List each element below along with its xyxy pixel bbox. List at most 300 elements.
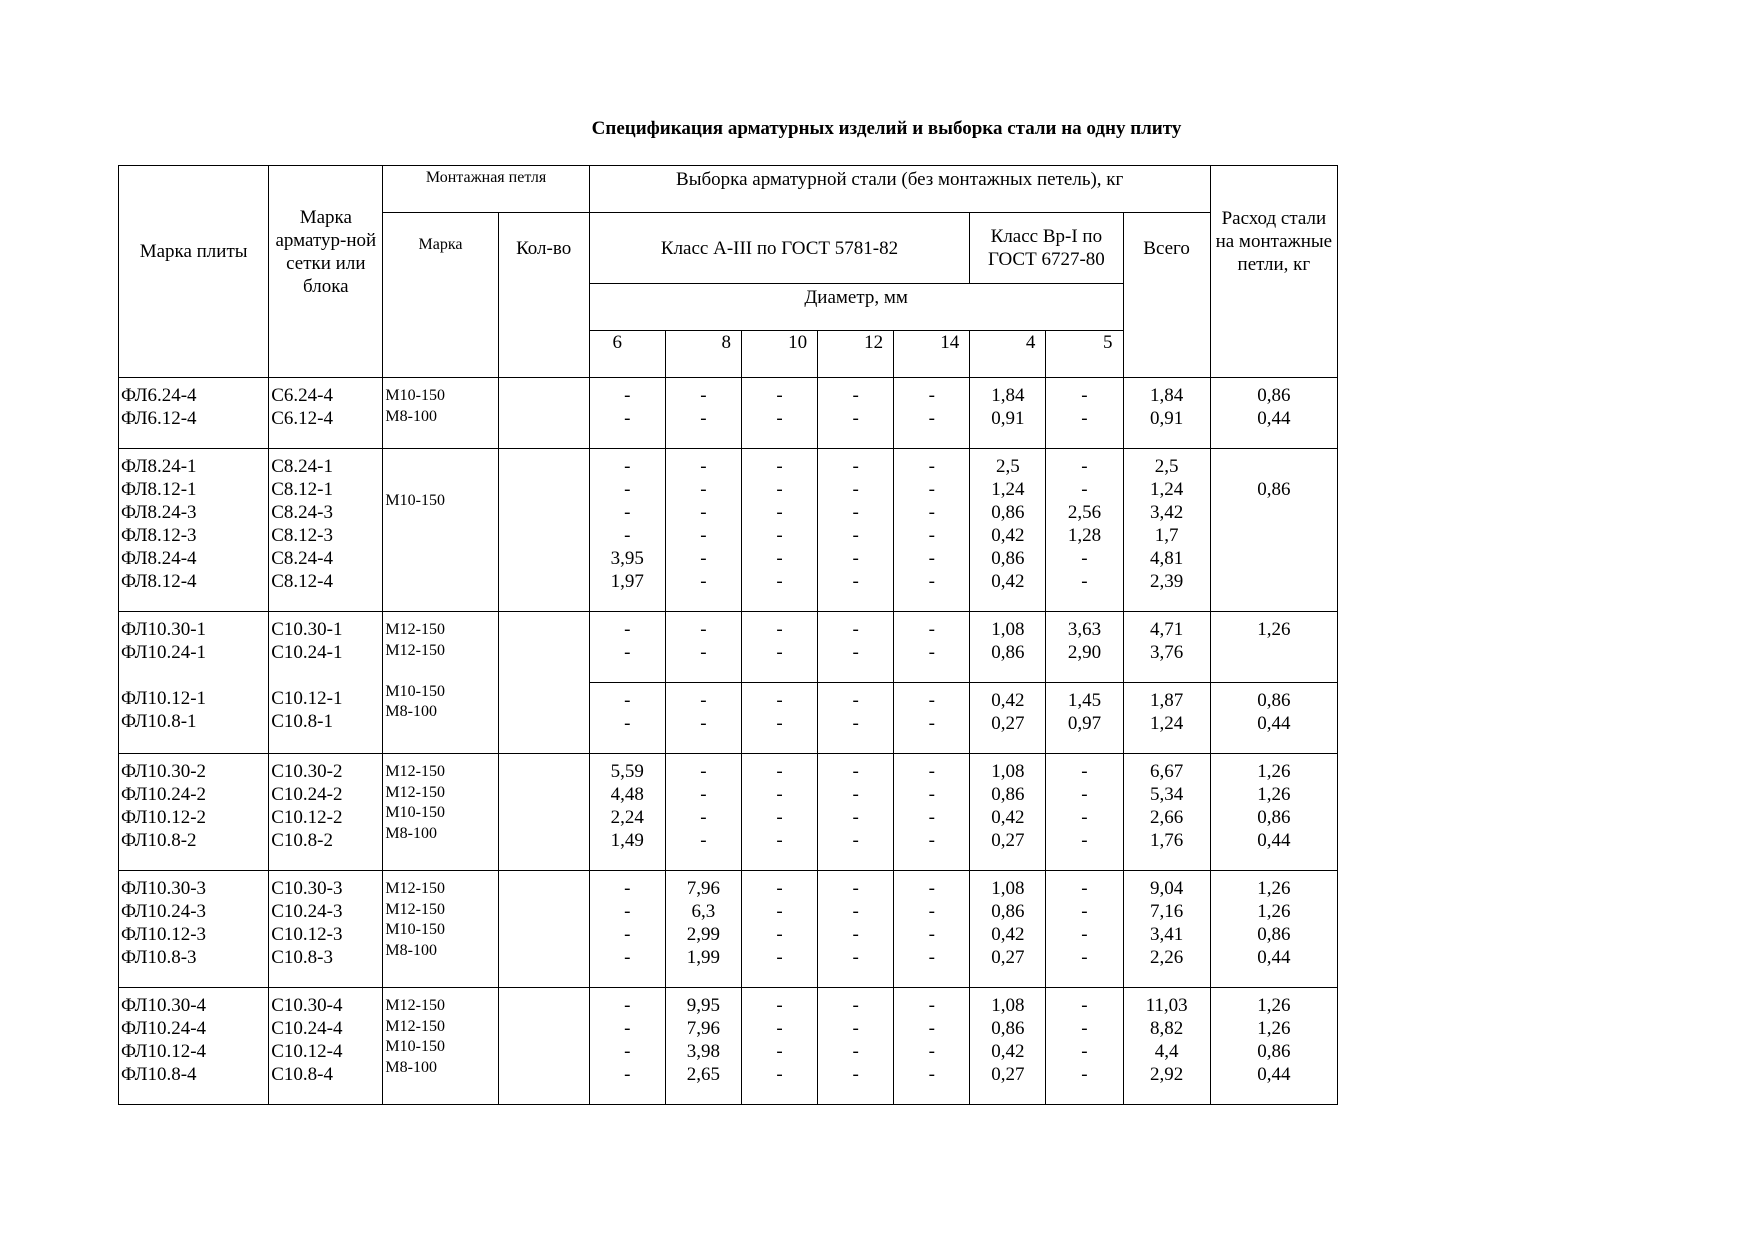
- cell-line: -: [928, 830, 935, 851]
- cell-line: ФЛ8.12-1: [121, 479, 197, 500]
- cell-line: 1,26: [1257, 878, 1291, 899]
- cell-line: ФЛ10.8-3: [121, 947, 197, 968]
- cell-line: -: [1081, 456, 1088, 477]
- cell-line: 9,95: [686, 995, 721, 1016]
- cell-line: С8.24-3: [271, 502, 333, 523]
- cell-line: 1,26: [1257, 995, 1291, 1016]
- cell-line: -: [852, 784, 859, 805]
- cell-line: 0,44: [1257, 1064, 1291, 1085]
- cell-line: -: [928, 901, 935, 922]
- cell-line: ФЛ8.24-4: [121, 548, 197, 569]
- cell-line: 2,92: [1149, 1064, 1184, 1085]
- cell-line: -: [624, 713, 631, 734]
- header-diameter: Диаметр, мм: [589, 284, 1123, 331]
- cell-line: -: [1081, 385, 1088, 406]
- cell-d4: [970, 988, 1046, 1105]
- cell-line: [271, 664, 380, 687]
- cell-line: С10.8-2: [271, 830, 333, 851]
- cell-line: -: [1081, 878, 1088, 899]
- header-loop-group: Монтажная петля: [383, 166, 589, 213]
- cell-line: -: [852, 713, 859, 734]
- cell-line: -: [776, 571, 783, 592]
- cell-line: -: [852, 525, 859, 546]
- cell-line: ФЛ10.12-4: [121, 1041, 207, 1062]
- cell-line: ФЛ10.24-3: [121, 901, 207, 922]
- cell-d8: [665, 612, 741, 683]
- cell-line: 0,86: [991, 1018, 1025, 1039]
- cell-line: 0,42: [991, 924, 1025, 945]
- cell-d14: [894, 683, 970, 754]
- cell-line: 1,99: [686, 947, 721, 968]
- cell-loop_steel: [1210, 378, 1337, 449]
- cell-line: М10-150: [385, 804, 445, 821]
- cell-qty: [498, 988, 589, 1105]
- cell-line: 0,86: [991, 901, 1025, 922]
- cell-line: -: [852, 947, 859, 968]
- cell-d12: [818, 449, 894, 612]
- cell-line: -: [700, 713, 707, 734]
- cell-total: [1123, 378, 1210, 449]
- cell-meshes: [269, 378, 383, 449]
- cell-meshes: [269, 988, 383, 1105]
- header-loop-steel: Расход стали на монтажные петли, кг: [1210, 166, 1337, 378]
- cell-line: С10.24-3: [271, 901, 343, 922]
- cell-line: ФЛ8.24-3: [121, 502, 197, 523]
- cell-line: -: [852, 761, 859, 782]
- cell-line: -: [928, 385, 935, 406]
- cell-qty: [498, 871, 589, 988]
- cell-line: 0,42: [991, 525, 1025, 546]
- cell-line: 1,84: [991, 385, 1025, 406]
- cell-line: -: [624, 642, 631, 663]
- cell-d5: [1046, 988, 1123, 1105]
- cell-d5: [1046, 449, 1123, 612]
- cell-line: 1,26: [1257, 1018, 1291, 1039]
- cell-line: -: [1081, 1018, 1088, 1039]
- cell-line: 2,56: [1067, 502, 1102, 523]
- cell-line: -: [700, 479, 707, 500]
- cell-line: -: [1081, 830, 1088, 851]
- cell-line: ФЛ8.24-1: [121, 456, 197, 477]
- cell-d14: [894, 988, 970, 1105]
- cell-meshes: [269, 612, 383, 754]
- cell-d5: [1046, 612, 1123, 683]
- cell-line: ФЛ10.12-1: [121, 688, 207, 709]
- cell-line: 0,86: [1257, 479, 1291, 500]
- cell-line: -: [1081, 1064, 1088, 1085]
- cell-line: М12-150: [385, 900, 445, 918]
- cell-d6: [589, 683, 665, 754]
- cell-total: [1123, 754, 1210, 871]
- cell-line: М12-150: [385, 621, 445, 638]
- cell-line: ФЛ10.24-4: [121, 1018, 207, 1039]
- cell-line: ФЛ10.30-4: [121, 995, 207, 1016]
- cell-line: 0,97: [1067, 713, 1102, 734]
- cell-line: М8-100: [385, 941, 437, 959]
- cell-line: -: [776, 878, 783, 899]
- cell-line: -: [624, 456, 631, 477]
- header-diameter-3: 12: [818, 331, 894, 378]
- cell-d5: [1046, 871, 1123, 988]
- cell-line: -: [852, 619, 859, 640]
- header-loop-qty: Кол-во: [498, 213, 589, 378]
- cell-line: 1,7: [1154, 525, 1179, 546]
- cell-d8: [665, 449, 741, 612]
- cell-line: С8.12-3: [271, 525, 333, 546]
- cell-line: -: [776, 690, 783, 711]
- cell-line: -: [700, 548, 707, 569]
- cell-line: -: [928, 1064, 935, 1085]
- cell-d4: [970, 449, 1046, 612]
- cell-d10: [741, 988, 817, 1105]
- cell-line: 0,86: [991, 548, 1025, 569]
- cell-line: 0,27: [991, 1064, 1025, 1085]
- cell-line: -: [624, 1064, 631, 1085]
- cell-line: 2,66: [1149, 807, 1184, 828]
- cell-line: 1,76: [1149, 830, 1184, 851]
- cell-line: 5,34: [1149, 784, 1184, 805]
- cell-line: -: [700, 571, 707, 592]
- header-steel-group: Выборка арматурной стали (без монтажных петель), кг: [589, 166, 1210, 213]
- cell-line: 1,84: [1149, 385, 1184, 406]
- cell-line: С10.8-4: [271, 1064, 333, 1085]
- cell-line: -: [776, 807, 783, 828]
- cell-line: 0,27: [991, 830, 1025, 851]
- cell-d6: [589, 988, 665, 1105]
- cell-line: -: [700, 642, 707, 663]
- cell-d8: [665, 683, 741, 754]
- cell-d10: [741, 449, 817, 612]
- cell-d5: [1046, 754, 1123, 871]
- cell-line: -: [852, 642, 859, 663]
- cell-line: 3,41: [1149, 924, 1184, 945]
- cell-line: -: [852, 924, 859, 945]
- cell-line: 0,86: [1257, 690, 1291, 711]
- cell-line: С6.24-4: [271, 385, 333, 406]
- cell-line: -: [776, 1041, 783, 1062]
- cell-total: [1123, 683, 1210, 754]
- cell-line: -: [700, 784, 707, 805]
- cell-line: -: [624, 901, 631, 922]
- cell-line: 6,67: [1149, 761, 1184, 782]
- header-class-a3: Класс А-III по ГОСТ 5781-82: [589, 213, 970, 284]
- table-row: [119, 378, 1338, 449]
- cell-line: ФЛ10.30-1: [121, 619, 207, 640]
- cell-d8: [665, 378, 741, 449]
- cell-line: 7,96: [686, 878, 721, 899]
- cell-line: 1,26: [1257, 619, 1291, 640]
- cell-line: 1,28: [1067, 525, 1102, 546]
- cell-line: -: [700, 525, 707, 546]
- cell-d12: [818, 378, 894, 449]
- cell-line: -: [700, 619, 707, 640]
- cell-line: ФЛ10.30-2: [121, 761, 207, 782]
- cell-line: -: [624, 1018, 631, 1039]
- cell-d5: [1046, 378, 1123, 449]
- cell-line: 8,82: [1149, 1018, 1184, 1039]
- cell-line: 0,86: [1257, 924, 1291, 945]
- cell-line: 3,76: [1149, 642, 1184, 663]
- cell-line: -: [852, 479, 859, 500]
- header-diameter-4: 14: [894, 331, 970, 378]
- cell-line: -: [928, 479, 935, 500]
- cell-line: -: [852, 456, 859, 477]
- cell-line: -: [776, 761, 783, 782]
- cell-line: -: [1081, 995, 1088, 1016]
- cell-line: С10.30-1: [271, 619, 343, 640]
- cell-line: 6,3: [691, 901, 716, 922]
- cell-meshes: [269, 754, 383, 871]
- cell-line: 0,86: [1257, 807, 1291, 828]
- cell-d6: [589, 449, 665, 612]
- cell-d12: [818, 754, 894, 871]
- cell-line: -: [1081, 901, 1088, 922]
- cell-line: -: [700, 761, 707, 782]
- cell-line: -: [928, 947, 935, 968]
- cell-line: -: [928, 525, 935, 546]
- cell-line: 4,71: [1149, 619, 1184, 640]
- cell-line: -: [1081, 479, 1088, 500]
- cell-line: 0,44: [1257, 713, 1291, 734]
- cell-line: М12-150: [385, 1017, 445, 1035]
- cell-line: С8.12-1: [271, 479, 333, 500]
- cell-loops: [383, 612, 498, 754]
- cell-line: ФЛ10.8-4: [121, 1064, 197, 1085]
- cell-line: -: [776, 995, 783, 1016]
- page-title: [0, 118, 1755, 140]
- cell-line: -: [700, 830, 707, 851]
- cell-total: [1123, 449, 1210, 612]
- cell-line: -: [776, 924, 783, 945]
- cell-line: -: [852, 1064, 859, 1085]
- cell-d10: [741, 612, 817, 683]
- table-row: [119, 449, 1338, 612]
- cell-line: 2,26: [1149, 947, 1184, 968]
- table-row: [119, 612, 1338, 683]
- cell-line: -: [700, 807, 707, 828]
- cell-line: -: [624, 619, 631, 640]
- cell-total: [1123, 988, 1210, 1105]
- cell-line: С10.30-4: [271, 995, 343, 1016]
- cell-line: С10.12-1: [271, 688, 343, 709]
- cell-line: -: [1081, 1041, 1088, 1062]
- cell-line: -: [1081, 571, 1088, 592]
- cell-line: М10-150: [385, 1038, 445, 1055]
- cell-d6: [589, 871, 665, 988]
- cell-line: -: [852, 1041, 859, 1062]
- cell-loop_steel: [1210, 988, 1337, 1105]
- cell-line: -: [624, 995, 631, 1016]
- cell-line: -: [624, 947, 631, 968]
- cell-line: 0,27: [991, 947, 1025, 968]
- cell-loops: [383, 449, 498, 612]
- cell-line: М10-150: [385, 921, 445, 938]
- cell-d12: [818, 871, 894, 988]
- cell-line: 1,08: [991, 995, 1025, 1016]
- table-row: [119, 988, 1338, 1105]
- cell-line: -: [928, 642, 935, 663]
- header-diameter-5: 4: [970, 331, 1046, 378]
- cell-plates: [119, 871, 269, 988]
- cell-line: -: [928, 878, 935, 899]
- cell-qty: [498, 449, 589, 612]
- cell-line: 0,42: [991, 1041, 1025, 1062]
- cell-line: -: [700, 502, 707, 523]
- cell-d12: [818, 612, 894, 683]
- cell-line: -: [852, 901, 859, 922]
- cell-d4: [970, 378, 1046, 449]
- cell-loop_steel: [1210, 683, 1337, 754]
- cell-d12: [818, 683, 894, 754]
- table-body: [119, 378, 1338, 1105]
- cell-line: -: [852, 408, 859, 429]
- cell-line: -: [624, 502, 631, 523]
- cell-line: 7,96: [686, 1018, 721, 1039]
- cell-line: ФЛ10.12-2: [121, 807, 207, 828]
- cell-line: -: [624, 408, 631, 429]
- cell-line: -: [776, 548, 783, 569]
- cell-line: 1,08: [991, 619, 1025, 640]
- cell-line: 11,03: [1145, 995, 1188, 1016]
- cell-line: С10.30-3: [271, 878, 343, 899]
- cell-loop_steel: [1210, 449, 1337, 612]
- title-text: Спецификация арматурных изделий и выборка стали на одну плиту: [591, 118, 1182, 139]
- cell-line: С10.12-2: [271, 807, 343, 828]
- cell-line: 2,24: [610, 807, 644, 828]
- cell-line: -: [928, 456, 935, 477]
- cell-d6: [589, 612, 665, 683]
- cell-line: -: [1081, 947, 1088, 968]
- cell-line: -: [624, 385, 631, 406]
- cell-line: М10-150: [385, 492, 445, 509]
- cell-qty: [498, 754, 589, 871]
- cell-line: С10.24-1: [271, 642, 343, 663]
- cell-line: С10.24-2: [271, 784, 343, 805]
- cell-d10: [741, 378, 817, 449]
- cell-line: -: [928, 995, 935, 1016]
- cell-loops: [383, 378, 498, 449]
- cell-plates: [119, 378, 269, 449]
- cell-line: 3,42: [1149, 502, 1184, 523]
- cell-line: 0,44: [1257, 947, 1291, 968]
- cell-line: -: [776, 784, 783, 805]
- cell-line: -: [776, 502, 783, 523]
- cell-line: -: [852, 690, 859, 711]
- cell-d12: [818, 988, 894, 1105]
- cell-line: [385, 659, 495, 680]
- cell-line: 0,91: [1149, 408, 1184, 429]
- cell-line: -: [928, 784, 935, 805]
- cell-line: -: [852, 502, 859, 523]
- cell-line: 0,86: [991, 784, 1025, 805]
- cell-line: -: [852, 878, 859, 899]
- cell-line: 0,42: [991, 807, 1025, 828]
- table-header: [119, 166, 1338, 378]
- cell-d6: [589, 754, 665, 871]
- cell-line: -: [928, 548, 935, 569]
- cell-line: ФЛ10.8-1: [121, 711, 197, 732]
- table-row: [119, 871, 1338, 988]
- table-row: [119, 754, 1338, 871]
- cell-line: [121, 664, 266, 687]
- cell-loop_steel: [1210, 754, 1337, 871]
- cell-line: 1,26: [1257, 761, 1291, 782]
- cell-line: [1213, 641, 1335, 664]
- cell-line: -: [928, 1041, 935, 1062]
- cell-line: -: [624, 479, 631, 500]
- cell-line: -: [776, 947, 783, 968]
- cell-line: -: [1081, 408, 1088, 429]
- cell-line: ФЛ10.8-2: [121, 830, 197, 851]
- cell-plates: [119, 612, 269, 754]
- cell-line: -: [928, 571, 935, 592]
- cell-line: 2,39: [1149, 571, 1184, 592]
- cell-line: 7,16: [1149, 901, 1184, 922]
- cell-line: -: [1081, 761, 1088, 782]
- cell-d14: [894, 871, 970, 988]
- cell-line: -: [624, 1041, 631, 1062]
- cell-line: М8-100: [385, 407, 437, 425]
- cell-meshes: [269, 871, 383, 988]
- cell-d14: [894, 378, 970, 449]
- cell-qty: [498, 378, 589, 449]
- cell-line: -: [852, 385, 859, 406]
- cell-line: С10.12-4: [271, 1041, 343, 1062]
- cell-line: ФЛ8.12-4: [121, 571, 197, 592]
- cell-line: С10.12-3: [271, 924, 343, 945]
- cell-line: 3,95: [610, 548, 644, 569]
- cell-line: -: [928, 502, 935, 523]
- cell-line: 5,59: [610, 761, 644, 782]
- cell-line: С10.8-1: [271, 711, 333, 732]
- cell-line: -: [700, 690, 707, 711]
- cell-line: -: [928, 924, 935, 945]
- cell-line: С10.24-4: [271, 1018, 343, 1039]
- cell-line: -: [624, 690, 631, 711]
- header-total: Всего: [1123, 213, 1210, 378]
- cell-line: 0,27: [991, 713, 1025, 734]
- cell-line: -: [1081, 807, 1088, 828]
- cell-line: М12-150: [385, 763, 445, 780]
- cell-line: -: [852, 830, 859, 851]
- cell-line: 4,81: [1149, 548, 1184, 569]
- cell-loops: [383, 871, 498, 988]
- cell-line: 1,24: [991, 479, 1025, 500]
- cell-d6: [589, 378, 665, 449]
- cell-line: 1,26: [1257, 784, 1291, 805]
- header-diameter-0: 6: [589, 331, 665, 378]
- header-loop-mark: Марка: [383, 213, 498, 378]
- cell-line: 0,86: [991, 502, 1025, 523]
- cell-line: М8-100: [385, 1058, 437, 1076]
- header-mesh-mark: Марка арматур-ной сетки или блока: [269, 166, 383, 378]
- cell-line: М10-150: [385, 387, 445, 404]
- cell-line: -: [776, 479, 783, 500]
- cell-line: -: [928, 1018, 935, 1039]
- cell-line: 2,5: [995, 456, 1020, 477]
- cell-line: С10.8-3: [271, 947, 333, 968]
- cell-line: ФЛ10.24-2: [121, 784, 207, 805]
- cell-line: -: [624, 525, 631, 546]
- cell-plates: [119, 449, 269, 612]
- cell-line: 1,08: [991, 761, 1025, 782]
- cell-line: -: [852, 571, 859, 592]
- header-diameter-6: 5: [1046, 331, 1123, 378]
- cell-line: 2,5: [1154, 456, 1179, 477]
- cell-d8: [665, 871, 741, 988]
- cell-plates: [119, 754, 269, 871]
- cell-line: -: [624, 924, 631, 945]
